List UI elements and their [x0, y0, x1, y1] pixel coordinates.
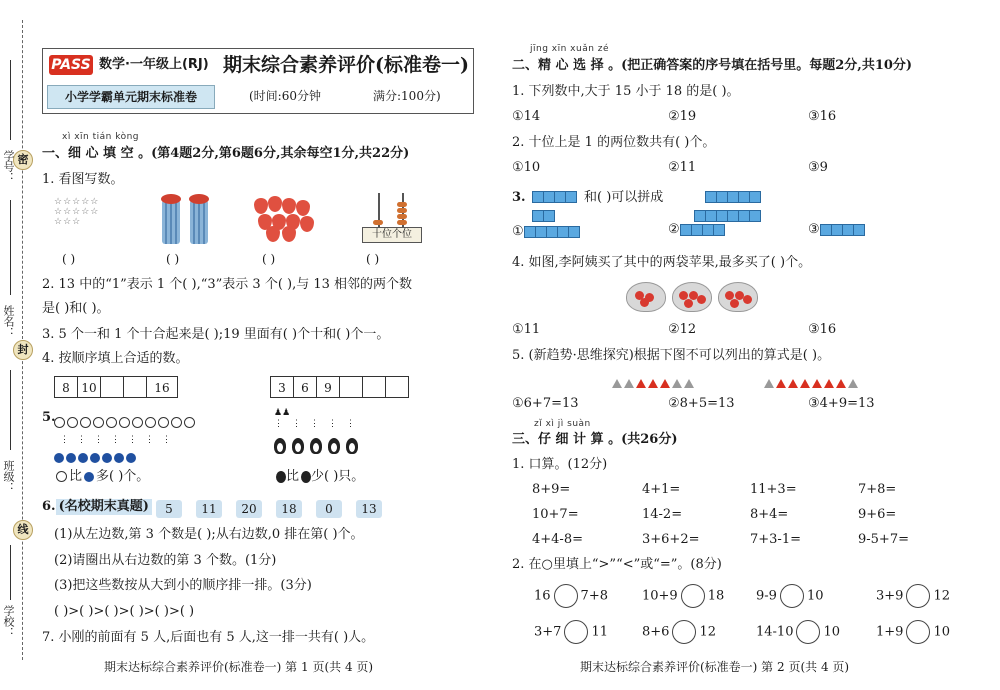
q2-line2: 是( )和( )。: [42, 301, 110, 316]
s2-q5-option-2[interactable]: ②8+5=13: [668, 396, 735, 411]
s2-q3-option-2[interactable]: [668, 222, 724, 238]
oral-item[interactable]: 9-5+7=: [858, 532, 909, 547]
compare-right: 7+8: [580, 588, 608, 604]
blank-class[interactable]: [10, 370, 11, 450]
oral-item[interactable]: 14-2=: [642, 507, 683, 522]
label-school: 学校：: [2, 605, 15, 638]
seq1-cell: 8: [54, 376, 78, 398]
s2-q4-apple-bags: [626, 280, 766, 314]
s3-q1-text: 1. 口算。(12分): [512, 457, 608, 472]
seal-xian: 线: [13, 520, 33, 540]
oral-item[interactable]: 10+7=: [532, 507, 579, 522]
compare-left: 8+6: [642, 624, 670, 640]
blank-school[interactable]: [10, 545, 11, 600]
compare-circle[interactable]: [796, 620, 820, 644]
oral-item[interactable]: 8+9=: [532, 482, 571, 497]
seal-feng: 封: [13, 340, 33, 360]
compare-item: [876, 620, 950, 644]
s2-q5-text: 5. (新趋势·思维探究)根据下图不可以列出的算式是( )。: [512, 348, 831, 363]
subject-label: 数学·一年级上(RJ): [99, 57, 209, 72]
s2-q4-option-3[interactable]: ③16: [808, 322, 837, 337]
label-class: 班级：: [2, 460, 15, 493]
q1-blank-2[interactable]: ( ): [166, 252, 180, 266]
compare-left: 3+9: [876, 588, 904, 604]
q5-circles-picture: ⋮⋮⋮⋮⋮⋮⋮: [54, 413, 197, 467]
s2-q4-option-1[interactable]: ①11: [512, 322, 541, 337]
seq2-cell[interactable]: [339, 376, 363, 398]
q5-penguins-picture: ♟♟ ⋮⋮⋮⋮⋮: [272, 408, 372, 458]
blank-name[interactable]: [10, 200, 11, 295]
q5-answer-2: [276, 469, 364, 485]
seq1-cell[interactable]: [100, 376, 124, 398]
s2-q3-option-3-label: ③: [808, 222, 820, 237]
section3-pinyin: zǐ xì jì suàn: [534, 419, 591, 429]
s2-q5-option-3[interactable]: ③4+9=13: [808, 396, 875, 411]
seq2-cell[interactable]: [385, 376, 409, 398]
q6-tag: (名校期末真题): [56, 499, 152, 515]
s2-q2-option-1[interactable]: ①10: [512, 160, 541, 175]
q3-text: 3. 5 个一和 1 个十合起来是( );19 里面有( )个十和( )个一。: [42, 327, 390, 342]
compare-item: [756, 620, 840, 644]
footer-page-2: 期末达标综合素养评价(标准卷一) 第 2 页(共 4 页): [580, 660, 850, 674]
section1-pinyin: xì xīn tián kòng: [62, 132, 140, 142]
seq1-cell: 10: [77, 376, 101, 398]
compare-left: 9-9: [756, 588, 777, 604]
blank-student-id[interactable]: [10, 60, 11, 140]
number-chip[interactable]: 13: [356, 500, 382, 518]
compare-item: [756, 584, 823, 608]
oral-item[interactable]: 4+1=: [642, 482, 681, 497]
compare-right: 18: [707, 588, 725, 604]
oral-item[interactable]: 7+3-1=: [750, 532, 801, 547]
footer-page-1: 期末达标综合素养评价(标准卷一) 第 1 页(共 4 页): [104, 660, 374, 674]
s2-q1-text: 1. 下列数中,大于 15 小于 18 的是( )。: [512, 84, 740, 99]
number-chip[interactable]: 11: [196, 500, 222, 518]
compare-right: 10: [933, 624, 950, 640]
compare-circle[interactable]: [906, 584, 930, 608]
q4-sequence-1: [54, 376, 177, 398]
s2-q2-option-2[interactable]: ②11: [668, 160, 697, 175]
oral-item[interactable]: 11+3=: [750, 482, 797, 497]
s2-q3-shape-a: [532, 186, 576, 224]
q1-bundles-picture: [162, 196, 222, 246]
exam-time: (时间:60分钟: [249, 89, 321, 103]
compare-circle[interactable]: [906, 620, 930, 644]
q5-answer-1: [56, 469, 149, 485]
s2-q2-text: 2. 十位上是 1 的两位数共有( )个。: [512, 135, 716, 150]
s2-q4-option-2[interactable]: ②12: [668, 322, 697, 337]
compare-left: 3+7: [534, 624, 562, 640]
seq2-cell: 9: [316, 376, 340, 398]
q6-part3: (3)把这些数按从大到小的顺序排一排。(3分): [54, 578, 312, 593]
q1-blank-1[interactable]: ( ): [62, 252, 76, 266]
q4-text: 4. 按顺序填上合适的数。: [42, 351, 189, 366]
label-name: 姓名：: [2, 305, 15, 338]
s2-q3-option-2-label: ②: [668, 222, 680, 237]
s2-q3-number: 3.: [512, 190, 526, 205]
section1-heading: 一、细 心 填 空 。(第4题2分,第6题6分,其余每空1分,共22分): [42, 146, 410, 161]
q6-part2: (2)请圈出从右边数的第 3 个数。(1分): [54, 553, 277, 568]
compare-left: 10+9: [642, 588, 678, 604]
compare-circle[interactable]: [554, 584, 578, 608]
q1-strawberries-picture: [252, 196, 314, 242]
seq1-cell: 16: [146, 376, 178, 398]
s3-q2-text: 2. 在○里填上“>”“<”或“=”。(8分): [512, 557, 722, 572]
q1-blank-3[interactable]: ( ): [262, 252, 276, 266]
oral-item[interactable]: 3+6+2=: [642, 532, 700, 547]
q6-number-chips: [156, 498, 396, 518]
seal-mi: 密: [13, 150, 33, 170]
s2-q1-option-3[interactable]: ③16: [808, 109, 837, 124]
s2-q3-option-1-label: ①: [512, 224, 524, 239]
abacus-place-label: 十位个位: [362, 227, 422, 243]
compare-circle[interactable]: [564, 620, 588, 644]
s2-q5-triangles-2: [764, 373, 860, 392]
s2-q2-option-3[interactable]: ③9: [808, 160, 828, 175]
compare-right: 10: [823, 624, 841, 640]
number-chip[interactable]: 20: [236, 500, 262, 518]
s2-q3-option-3[interactable]: [808, 222, 864, 238]
q7-text: 7. 小刚的前面有 5 人,后面也有 5 人,这一排一共有( )人。: [42, 630, 375, 645]
q6-order-blanks[interactable]: ( )>( )>( )>( )>( )>( ): [54, 604, 195, 619]
compare-circle[interactable]: [672, 620, 696, 644]
q5-compare-word-1: 比: [69, 469, 83, 484]
seq2-cell: 3: [270, 376, 294, 398]
compare-item: [642, 620, 716, 644]
s2-q3-option-1[interactable]: [512, 224, 579, 240]
compare-right: 10: [806, 588, 824, 604]
section2-heading: 二、精 心 选 择 。(把正确答案的序号填在括号里。每题2分,共10分): [512, 58, 913, 73]
q1-stars-picture: ☆☆☆☆☆ ☆☆☆☆☆ ☆☆☆: [54, 197, 100, 227]
q1-abacus-picture: [362, 193, 422, 243]
pass-logo: PASS: [49, 55, 93, 75]
seq2-cell[interactable]: [362, 376, 386, 398]
s2-q3-shape-target: [694, 186, 760, 224]
q6-head: [42, 499, 152, 515]
q4-sequence-2: [270, 376, 408, 398]
compare-circle[interactable]: [681, 584, 705, 608]
compare-right: 12: [699, 624, 716, 640]
compare-circle[interactable]: [780, 584, 804, 608]
q6-part1: (1)从左边数,第 3 个数是( );从右边数,0 排在第( )个。: [54, 527, 364, 542]
label-student-id: 学号：: [2, 150, 15, 183]
seq2-cell: 6: [293, 376, 317, 398]
compare-item: [534, 620, 608, 644]
s2-q5-option-1[interactable]: ①6+7=13: [512, 396, 579, 411]
number-chip[interactable]: 0: [316, 500, 342, 518]
q5-answer-1-tail: 多( )个。: [96, 469, 150, 484]
exam-title: 期末综合素养评价(标准卷一): [223, 54, 469, 76]
s2-q3-text: 和( )可以拼成: [584, 190, 664, 205]
compare-item: [534, 584, 608, 608]
exam-score: 满分:100分): [373, 89, 441, 103]
compare-right: 12: [933, 588, 950, 604]
s2-q5-triangles-1: [612, 373, 696, 392]
compare-left: 1+9: [876, 624, 904, 640]
seq1-cell[interactable]: [123, 376, 147, 398]
oral-item[interactable]: 9+6=: [858, 507, 897, 522]
oral-item[interactable]: 4+4-8=: [532, 532, 583, 547]
series-label: 小学学霸单元期末标准卷: [47, 85, 215, 109]
oral-item[interactable]: 8+4=: [750, 507, 789, 522]
exam-header: [42, 48, 474, 114]
compare-item: [642, 584, 724, 608]
q5-number: 5.: [42, 410, 56, 425]
number-chip[interactable]: 5: [156, 500, 182, 518]
compare-item: [876, 584, 950, 608]
s2-q1-option-1[interactable]: ①14: [512, 109, 541, 124]
q5-answer-2-tail: 少( )只。: [311, 469, 365, 484]
q1-blank-4[interactable]: ( ): [366, 252, 380, 266]
section2-pinyin: jīng xīn xuǎn zé: [530, 44, 610, 54]
q2-line1: 2. 13 中的“1”表示 1 个( ),“3”表示 3 个( ),与 13 相邻的两个数: [42, 277, 413, 292]
oral-item[interactable]: 7+8=: [858, 482, 897, 497]
q6-number: 6.: [42, 499, 56, 514]
q1-text: 1. 看图写数。: [42, 172, 124, 187]
s2-q4-text: 4. 如图,李阿姨买了其中的两袋苹果,最多买了( )个。: [512, 255, 812, 270]
s2-q1-option-2[interactable]: ②19: [668, 109, 697, 124]
section3-heading: 三、仔 细 计 算 。(共26分): [512, 432, 678, 447]
q5-compare-word-2: 比: [286, 469, 300, 484]
compare-right: 11: [591, 624, 608, 640]
compare-left: 16: [534, 588, 551, 604]
number-chip[interactable]: 18: [276, 500, 302, 518]
compare-left: 14-10: [756, 624, 794, 640]
